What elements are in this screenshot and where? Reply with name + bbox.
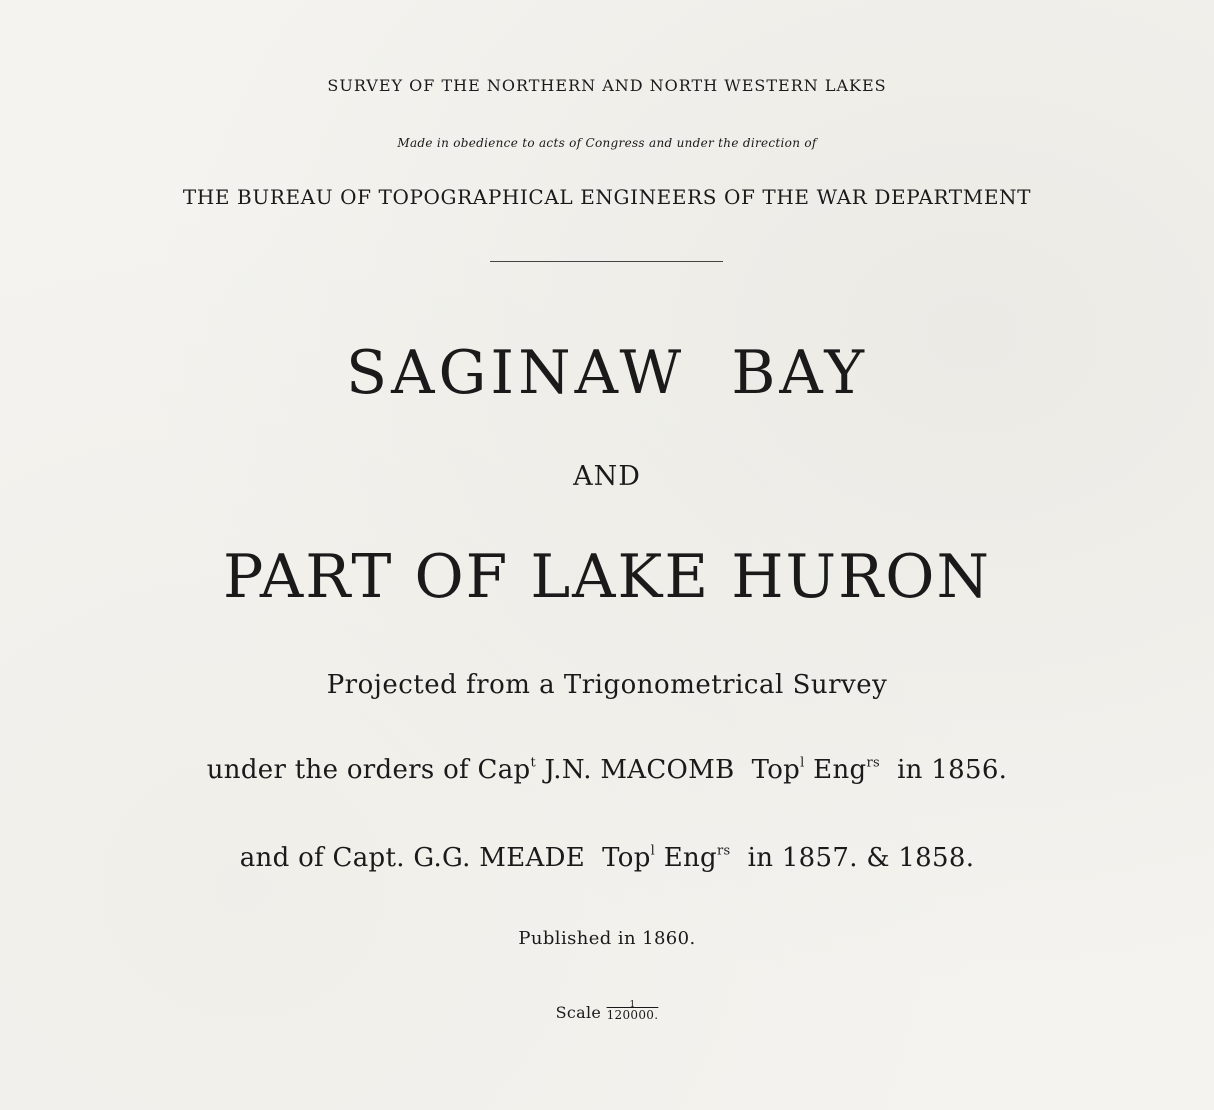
meade-line: [0, 845, 1214, 871]
bureau-line: THE BUREAU OF TOPOGRAPHICAL ENGINEERS OF THE WAR DEPARTMENT: [182, 185, 1032, 209]
meade-prefix: and of Capt. G.G. MEADE Top: [239, 843, 651, 873]
published-line: Published in 1860.: [518, 928, 696, 949]
survey-header: SURVEY OF THE NORTHERN AND NORTH WESTERN LAKES: [327, 76, 887, 95]
meade-eng-sup: rs: [716, 843, 731, 859]
title-conjunction: AND: [573, 461, 641, 492]
orders-top-sup: l: [800, 755, 805, 771]
meade-suffix: in 1857. & 1858.: [730, 843, 975, 873]
orders-eng: Eng: [804, 755, 867, 785]
scale-denominator: 120000.: [606, 1008, 659, 1023]
orders-eng-sup: rs: [866, 755, 880, 771]
divider-rule: [490, 261, 723, 262]
scale-line: [0, 1000, 1214, 1023]
orders-cap-sup: t: [530, 755, 536, 771]
orders-prefix: under the orders of Cap: [206, 755, 531, 785]
orders-suffix: in 1856.: [879, 755, 1008, 785]
scale-label: Scale: [555, 1003, 607, 1022]
meade-eng: Eng: [655, 843, 717, 873]
projection-line: Projected from a Trigonometrical Survey: [326, 670, 888, 700]
meade-top-sup: l: [650, 843, 656, 859]
obedience-line: Made in obedience to acts of Congress and under the direction of: [397, 136, 817, 150]
title-sub: PART OF LAKE HURON: [223, 542, 991, 612]
orders-line: [0, 757, 1214, 783]
scale-numerator: 1: [629, 1000, 636, 1011]
title-main: SAGINAW BAY: [346, 338, 868, 408]
orders-name: J.N. MACOMB Top: [535, 755, 801, 785]
scale-fraction: [606, 1000, 659, 1023]
